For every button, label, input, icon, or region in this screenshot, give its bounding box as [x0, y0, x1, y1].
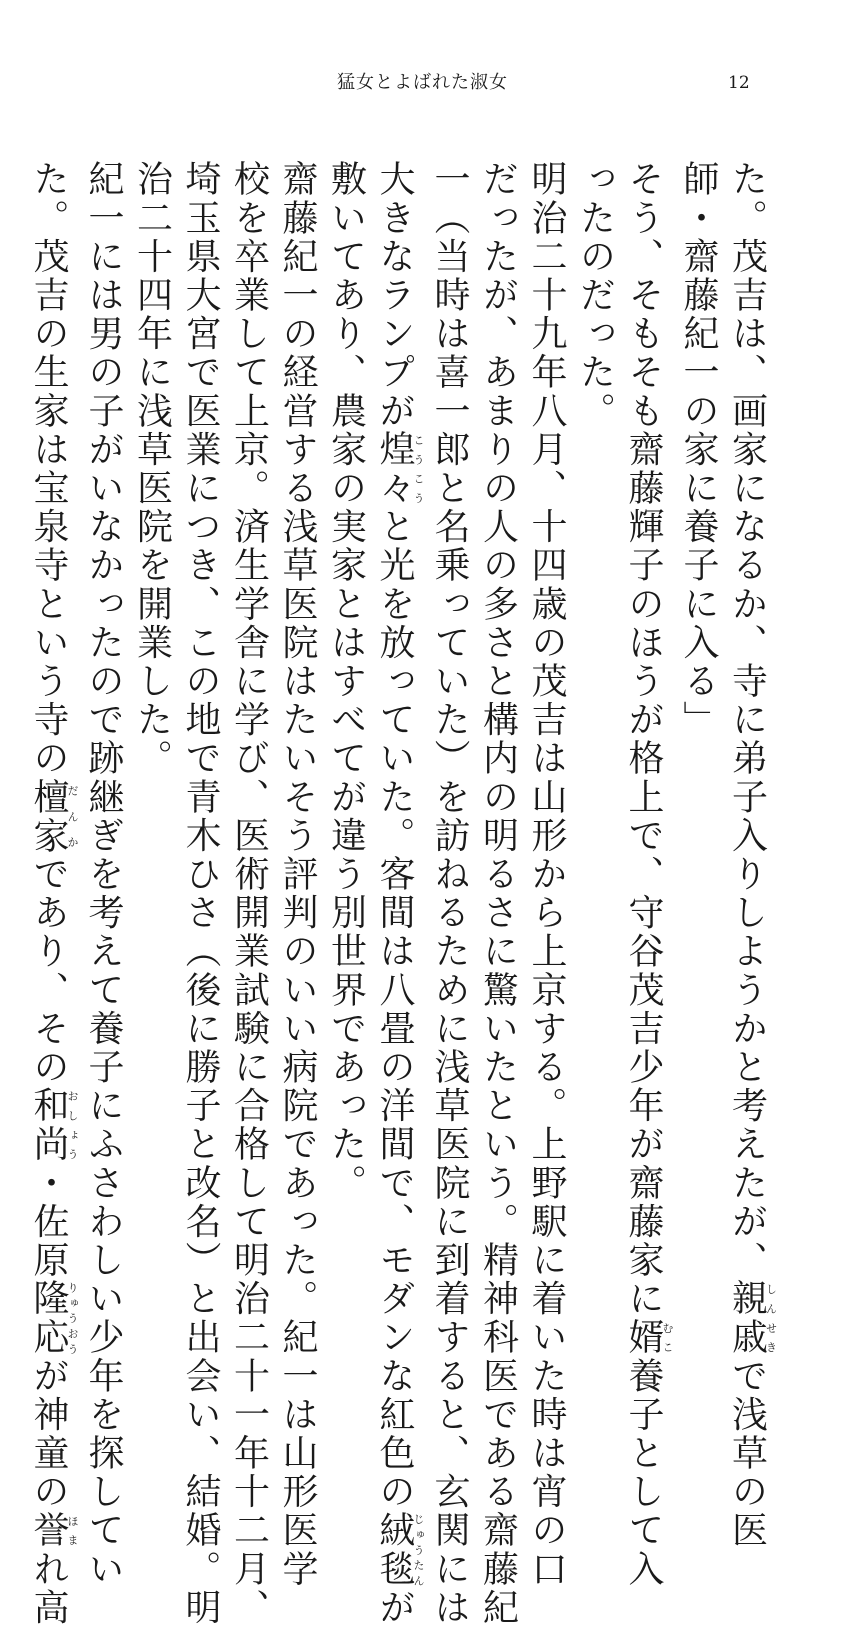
text-line: 大きなランプが煌々こうこうと光を放っていた。客間は八畳の洋間で、モダンな紅色の絨毯じゅうたんが [374, 160, 425, 1627]
text-line: た。茂吉は、画家になるか、寺に弟子入りしようかと考えたが、親戚しんせきで浅草の医 [726, 160, 778, 1550]
text-line: 齋藤紀一の経営する浅草医院はたいそう評判のいい病院であった。紀一は山形医学 [277, 160, 318, 1589]
ruby-word: 煌々こうこう [374, 430, 425, 508]
page-number: 12 [728, 73, 750, 93]
text-line: 師・齋藤紀一の家に養子に入る」 [678, 160, 719, 739]
furigana: おしょう [66, 1086, 79, 1164]
text-line: ったのだった。 [574, 160, 616, 431]
text-line: 紀一には男の子がいなかったので跡継ぎを考えて養子にふさわしい少年を探してい [83, 160, 124, 1589]
text-line: そう、そもそも齋藤輝子のほうが格上で、守谷茂吉少年が齋藤家に婿むこ養子として入 [623, 160, 674, 1589]
ruby-word: 隆応りゅうおう [28, 1279, 79, 1357]
text-line: 敷いてあり、農家の実家とはすべてが違う別世界であった。 [325, 160, 367, 1203]
furigana: ほま [66, 1511, 79, 1550]
ruby-word: 誉ほま [28, 1511, 79, 1550]
body-text [24, 160, 778, 1627]
text-line: 明治二十九年八月、十四歳の茂吉は山形から上京する。上野駅に着いた時は宵の口 [526, 160, 567, 1589]
text-line: た。茂吉の生家は宝泉寺という寺の檀家だんかであり、その和尚おしょう・佐原隆応りゅうおうが神童の誉ほまれ高 [28, 160, 79, 1627]
text-line: 治二十四年に浅草医院を開業した。 [131, 160, 173, 778]
ruby-word: 親戚しんせき [726, 1279, 778, 1357]
ruby-word: 絨毯じゅうたん [374, 1511, 425, 1589]
ruby-word: 婿むこ [623, 1318, 674, 1357]
text-line: 校を卒業して上京。済生学舎に学び、医術開業試験に合格して明治二十一年十二月、 [228, 160, 270, 1627]
running-title: 猛女とよばれた淑女 [337, 72, 508, 93]
furigana: りゅうおう [66, 1279, 79, 1357]
text-line: だったが、あまりの人の多さと構内の明るさに驚いたという。精神科医である齋藤紀 [477, 160, 519, 1627]
furigana: だんか [66, 777, 79, 855]
furigana: むこ [661, 1318, 674, 1357]
text-line: 埼玉県大宮で医業につき、この地で青木ひさ（後に勝子と改名）と出会い、結婚。明 [180, 160, 221, 1627]
furigana: こうこう [412, 430, 425, 508]
text-line: 一（当時は喜一郎と名乗っていた）を訪ねるために浅草医院に到着すると、玄関には [429, 160, 470, 1627]
furigana: しんせき [764, 1279, 778, 1357]
page-header [0, 68, 841, 98]
furigana: じゅうたん [412, 1511, 425, 1589]
ruby-word: 檀家だんか [28, 777, 79, 855]
ruby-word: 和尚おしょう [28, 1086, 79, 1164]
